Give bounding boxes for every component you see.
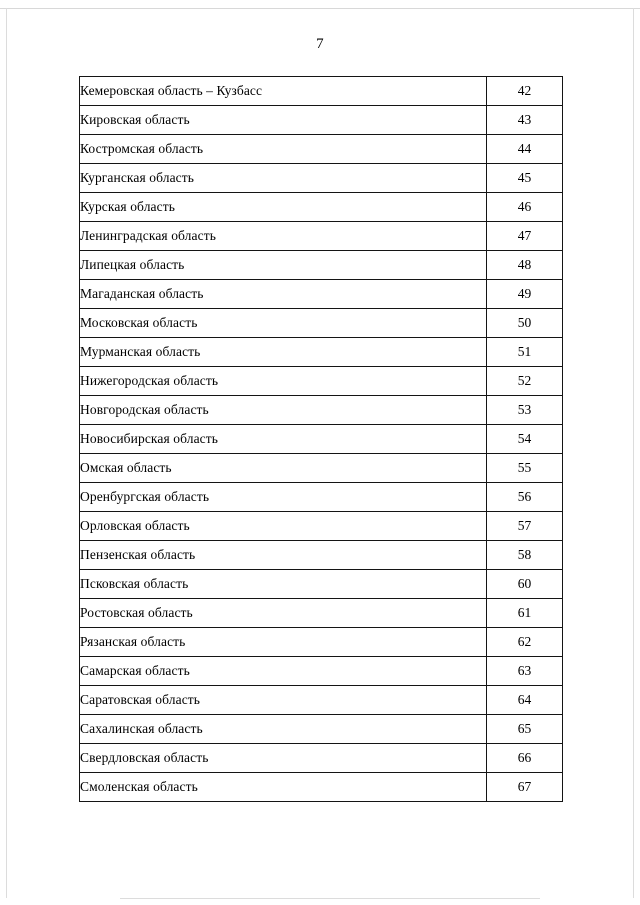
table-row — [80, 77, 563, 106]
table-row — [80, 483, 563, 512]
region-code-cell: 60 — [487, 570, 563, 599]
region-code-cell: 52 — [487, 367, 563, 396]
region-name-cell: Ленинградская область — [80, 222, 487, 251]
region-code-cell: 43 — [487, 106, 563, 135]
region-code-cell: 57 — [487, 512, 563, 541]
region-name-cell: Ростовская область — [80, 599, 487, 628]
table-row — [80, 541, 563, 570]
region-code-cell: 53 — [487, 396, 563, 425]
region-name-cell: Сахалинская область — [80, 715, 487, 744]
region-name-cell: Омская область — [80, 454, 487, 483]
table-row — [80, 222, 563, 251]
table-row — [80, 135, 563, 164]
table-row — [80, 280, 563, 309]
scan-edge-right — [633, 8, 634, 898]
region-code-cell: 55 — [487, 454, 563, 483]
region-code-cell: 61 — [487, 599, 563, 628]
region-name-cell: Самарская область — [80, 657, 487, 686]
region-name-cell: Магаданская область — [80, 280, 487, 309]
table-row — [80, 512, 563, 541]
region-code-cell: 62 — [487, 628, 563, 657]
region-name-cell: Пензенская область — [80, 541, 487, 570]
region-code-cell: 46 — [487, 193, 563, 222]
page-number: 7 — [316, 36, 324, 52]
table-row — [80, 657, 563, 686]
region-code-cell: 42 — [487, 77, 563, 106]
table-body — [80, 77, 563, 802]
region-code-cell: 63 — [487, 657, 563, 686]
table-row — [80, 454, 563, 483]
region-name-cell: Курганская область — [80, 164, 487, 193]
region-name-cell: Курская область — [80, 193, 487, 222]
region-code-cell: 48 — [487, 251, 563, 280]
region-name-cell: Костромская область — [80, 135, 487, 164]
region-name-cell: Свердловская область — [80, 744, 487, 773]
table-row — [80, 251, 563, 280]
region-codes-table — [79, 76, 563, 802]
region-code-cell: 54 — [487, 425, 563, 454]
scan-edge-left — [6, 8, 7, 898]
region-name-cell: Орловская область — [80, 512, 487, 541]
region-name-cell: Новосибирская область — [80, 425, 487, 454]
region-name-cell: Псковская область — [80, 570, 487, 599]
region-code-cell: 66 — [487, 744, 563, 773]
region-code-cell: 58 — [487, 541, 563, 570]
table-row — [80, 106, 563, 135]
region-name-cell: Кемеровская область – Кузбасс — [80, 77, 487, 106]
table-row — [80, 773, 563, 802]
region-name-cell: Оренбургская область — [80, 483, 487, 512]
scan-edge-bottom — [120, 898, 540, 899]
region-name-cell: Кировская область — [80, 106, 487, 135]
region-code-cell: 47 — [487, 222, 563, 251]
region-name-cell: Саратовская область — [80, 686, 487, 715]
table-row — [80, 396, 563, 425]
region-code-cell: 64 — [487, 686, 563, 715]
region-code-cell: 45 — [487, 164, 563, 193]
table-row — [80, 164, 563, 193]
table-row — [80, 570, 563, 599]
region-code-cell: 65 — [487, 715, 563, 744]
region-name-cell: Мурманская область — [80, 338, 487, 367]
region-code-cell: 67 — [487, 773, 563, 802]
region-name-cell: Новгородская область — [80, 396, 487, 425]
region-name-cell: Московская область — [80, 309, 487, 338]
table-row — [80, 309, 563, 338]
region-name-cell: Смоленская область — [80, 773, 487, 802]
table-row — [80, 367, 563, 396]
region-code-cell: 50 — [487, 309, 563, 338]
region-code-cell: 49 — [487, 280, 563, 309]
region-codes-table-wrapper — [79, 76, 560, 802]
region-code-cell: 44 — [487, 135, 563, 164]
scan-edge-top — [0, 8, 640, 9]
table-row — [80, 686, 563, 715]
table-row — [80, 599, 563, 628]
table-row — [80, 425, 563, 454]
region-code-cell: 56 — [487, 483, 563, 512]
table-row — [80, 744, 563, 773]
table-row — [80, 715, 563, 744]
region-name-cell: Нижегородская область — [80, 367, 487, 396]
table-row — [80, 193, 563, 222]
table-row — [80, 338, 563, 367]
table-row — [80, 628, 563, 657]
region-code-cell: 51 — [487, 338, 563, 367]
region-name-cell: Рязанская область — [80, 628, 487, 657]
region-name-cell: Липецкая область — [80, 251, 487, 280]
